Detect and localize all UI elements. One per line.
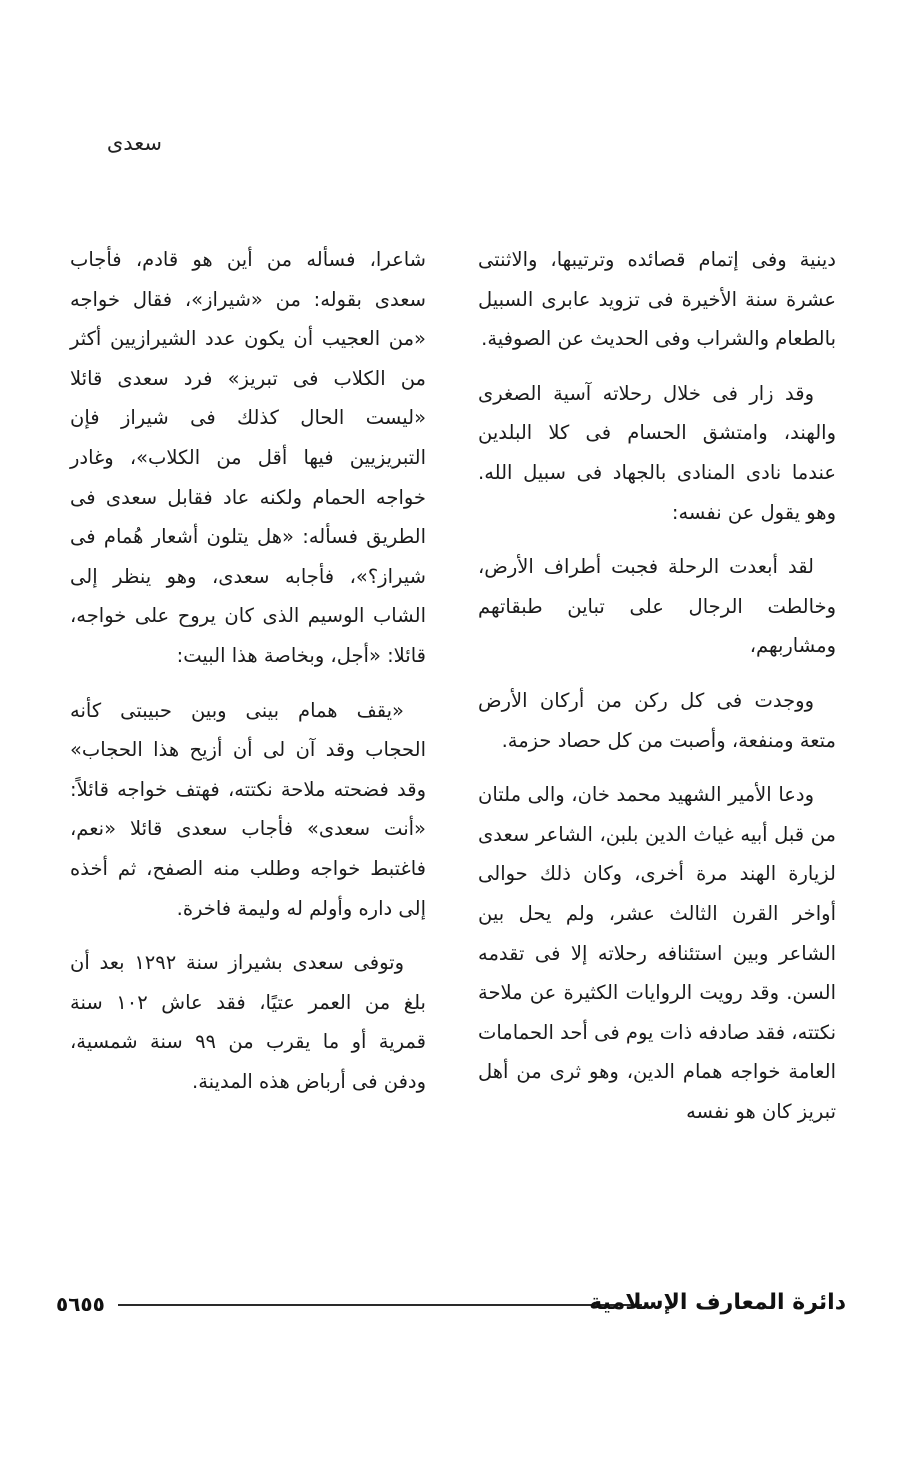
page-number: ٥٦٥٥: [56, 1292, 105, 1316]
publication-title: دائرة المعارف الإسلامية: [589, 1290, 846, 1315]
paragraph: ووجدت فى كل ركن من أركان الأرض متعة ومنفعة، وأصبت من كل حصاد حزمة.: [478, 688, 836, 752]
paragraph: وتوفى سعدى بشيراز سنة ١٢٩٢ بعد أن بلغ من العمر عتيًا، فقد عاش ١٠٢ سنة قمرية أو ما يقرب من ٩٩ سنة شمسية، ودفن فى أرباض هذه المدينة.: [70, 951, 426, 1093]
paragraph: دينية وفى إتمام قصائده وترتيبها، والاثنتى عشرة سنة الأخيرة فى تزويد عابرى السبيل بالطعام والشراب وفى الحديث عن الصوفية.: [478, 248, 836, 351]
paragraph: وقد زار فى خلال رحلاته آسية الصغرى والهند، وامتشق الحسام فى كلا البلدين عندما نادى المنادى بالجهاد فى سبيل الله. وهو يقول عن نفسه:: [478, 381, 836, 524]
paragraph: ودعا الأمير الشهيد محمد خان، والى ملتان من قبل أبيه غياث الدين بلبن، الشاعر سعدى لزيارة الهند مرة أخرى، وكان ذلك حوالى أواخر القرن الثالث عشر، ولم يحل بين الشاعر وبين استئنافه رحلاته إلا فى تقدمه السن. وقد رويت الروايات الكثيرة عن ملاحة نكتته، فقد صادفه ذات يوم فى أحد الحمامات العامة خواجه همام الدين، وهو ثرى من أهل تبريز كان هو نفسه: [478, 783, 836, 1123]
right-text-column: [478, 240, 836, 1146]
paragraph: «يقف همام بينى وبين حبيبتى كأنه الحجاب وقد آن لى أن أزيح هذا الحجاب» وقد فضحته ملاحة نكتته، فهتف خواجه قائلاً: «أنت سعدى» فأجاب سعدى قائلا «نعم، فاغتبط خواجه وطلب منه الصفح، ثم أخذه إلى داره وأولم له وليمة فاخرة.: [70, 698, 426, 920]
left-text-column: [70, 240, 426, 1116]
footer-divider: [118, 1304, 642, 1306]
paragraph: لقد أبعدت الرحلة فجبت أطراف الأرض، وخالطت الرجال على تباين طبقاتهم ومشاربهم،: [478, 555, 836, 658]
running-title: سعدى: [106, 131, 162, 155]
page-footer: [56, 1288, 846, 1324]
paragraph: شاعرا، فسأله من أين هو قادم، فأجاب سعدى بقوله: من «شيراز»، فقال خواجه «من العجيب أن يكون عدد الشيرازيين أكثر من الكلاب فى تبريز» فرد سعدى قائلا «ليست الحال كذلك فى شيراز فإن التبريزيين فيها أقل من الكلاب»، وغادر خواجه الحمام ولكنه عاد فقابل سعدى فى الطريق فسأله: «هل يتلون أشعار هُمام فى شيراز؟»، فأجابه سعدى، وهو ينظر إلى الشاب الوسيم الذى كان يروح على خواجه، قائلا: «أجل، وبخاصة هذا البيت:: [70, 248, 426, 667]
